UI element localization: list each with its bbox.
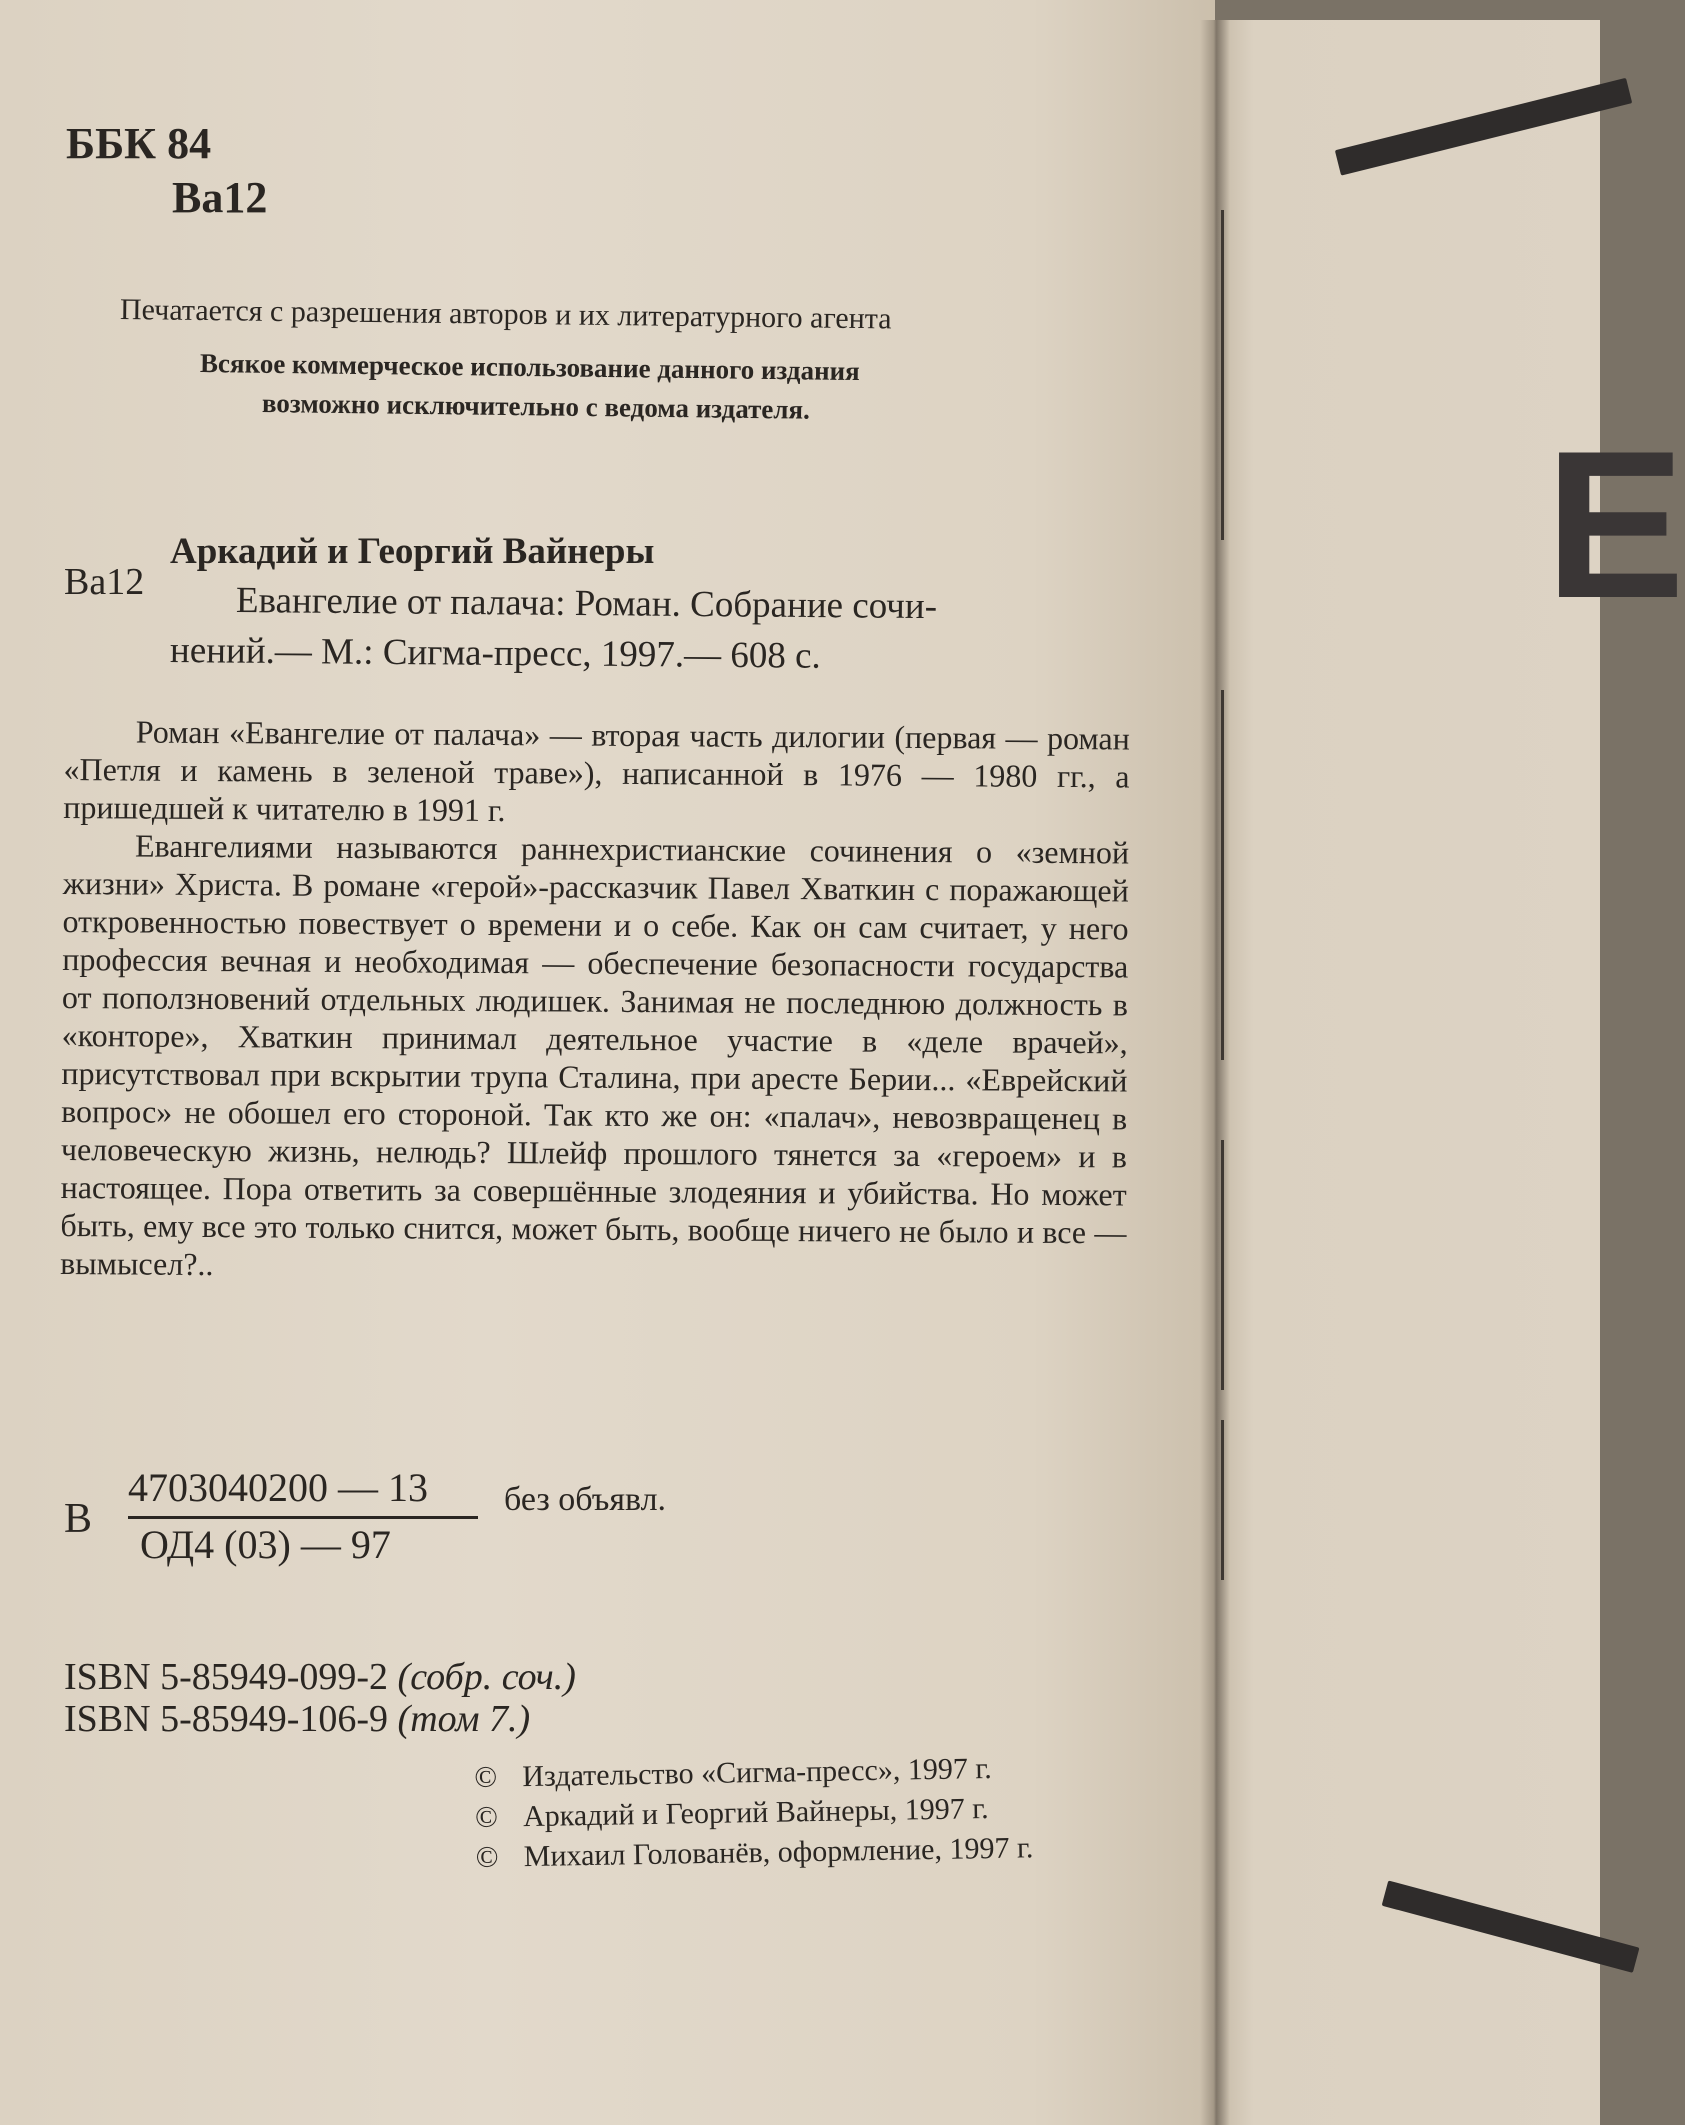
publication-code-numerator: 4703040200 — 13 <box>128 1468 478 1519</box>
binding-stitch <box>1221 690 1224 1060</box>
permission-notice: Печатается с разрешения авторов и их литературного агента <box>119 293 892 336</box>
commercial-use-notice-line2: возможно исключительно с ведома издателя. <box>261 388 811 425</box>
isbn-line <box>64 1700 530 1738</box>
copyright-icon: © <box>474 1760 498 1794</box>
annotation <box>60 712 1130 1289</box>
bibliographic-index: Ва12 <box>64 561 145 603</box>
isbn-number: ISBN 5-85949-106-9 <box>64 1698 389 1740</box>
annotation-paragraph: Роман «Евангелие от палача» — вторая часть дилогии (первая — роман «Петля и камень в зеленой траве»), написанной в 1976 — 1980 гг., а пришедшей к читателю в 1991 г. <box>63 713 1130 829</box>
isbn-note: (собр. соч.) <box>397 1656 576 1698</box>
author-index: Ва12 <box>172 173 268 222</box>
bbk-code: ББК 84 <box>66 119 212 168</box>
copyright-block <box>474 1748 1034 1878</box>
no-ads-note: без объявл. <box>504 1481 667 1518</box>
bibliographic-description-line2: нений.— М.: Сигма-пресс, 1997.— 608 с. <box>169 630 821 677</box>
publication-code-letter: В <box>64 1496 93 1542</box>
copyright-text: Михаил Голованёв, оформление, 1997 г. <box>523 1831 1034 1874</box>
isbn-note: (том 7.) <box>397 1698 531 1740</box>
binding-stitch <box>1221 210 1224 540</box>
commercial-use-notice-line1: Всякое коммерческое использование данного издания <box>199 348 860 387</box>
isbn-line <box>64 1658 576 1696</box>
copyright-icon: © <box>474 1800 499 1834</box>
bibliographic-description-line1: Евангелие от палача: Роман. Собрание сочи- <box>235 580 938 628</box>
authors-heading: Аркадий и Георгий Вайнеры <box>170 531 655 572</box>
binding-stitch <box>1221 1420 1224 1580</box>
binding-stitch <box>1221 1140 1224 1390</box>
publication-code-denominator: ОД4 (03) — 97 <box>140 1522 391 1567</box>
copyright-text: Аркадий и Георгий Вайнеры, 1997 г. <box>522 1792 989 1834</box>
isbn-number: ISBN 5-85949-099-2 <box>64 1656 389 1698</box>
annotation-paragraph: Евангелиями называются раннехристианские сочинения о «земной жизни» Христа. В романе «герой»-рассказчик Павел Хваткин с поражающей откровенностью повествует о времени и о себе. Как он сам считает, у него профессия вечная и необходимая — обеспечение безопасности государства от поползновений отдельных людишек. Занимая не последнюю должность в «конторе», Хваткин принимал деятельное участие в «деле врачей», присутствовал при вскрытии трупа Сталина, при аресте Берии... «Еврейский вопрос» не обошел его стороной. Так кто же он: «палач», невозвращенец в человеческую жизнь, нелюдь? Шлейф прошлого тянется за «героем» и в настоящее. Пора ответить за совершённые злодеяния и убийства. Но может быть, ему все это только снится, может быть, вообще ничего не было и все — вымысел?.. <box>60 827 1130 1283</box>
book-gutter <box>1200 20 1230 2125</box>
facing-page-title-letter: Е <box>1545 407 1685 642</box>
copyright-icon: © <box>475 1840 499 1874</box>
facing-page <box>1215 20 1600 2125</box>
copyright-text: Издательство «Сигма-пресс», 1997 г. <box>522 1751 993 1794</box>
